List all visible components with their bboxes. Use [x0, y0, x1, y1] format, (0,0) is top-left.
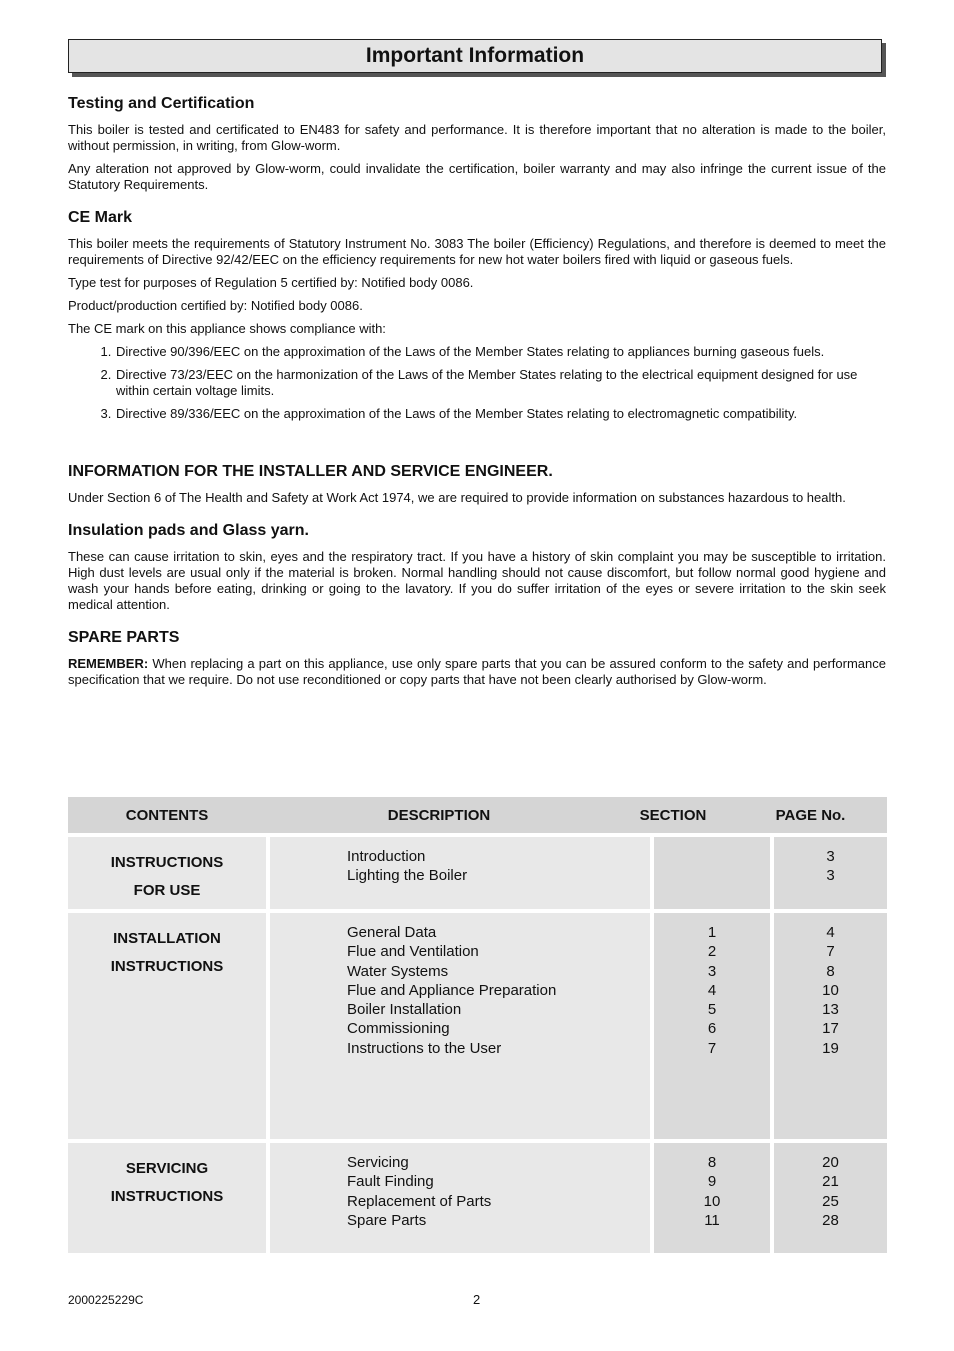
section-number: 7 — [707, 1039, 717, 1057]
directive-item: 1. Directive 90/396/EEC on the approximation of the Laws of the Member States relating to appliances burning gaseous fuels. — [115, 344, 886, 360]
ce-mark-paragraph-2: Type test for purposes of Regulation 5 certified by: Notified body 0086. — [68, 275, 474, 290]
header-contents: CONTENTS — [125, 806, 209, 824]
section-number: 9 — [707, 1173, 717, 1191]
directive-item: 2. Directive 73/23/EEC on the harmonization of the Laws of the Member States relating to the electrical equipment designed for use within certain voltage limits. — [115, 367, 886, 399]
category-line: INSTRUCTIONS — [110, 854, 224, 871]
page-number: 25 — [822, 1192, 839, 1210]
description-cell — [270, 913, 650, 1139]
table-row — [68, 913, 887, 1139]
section-number: 3 — [707, 962, 717, 980]
description-item: Servicing — [347, 1154, 409, 1171]
page-number: 28 — [822, 1211, 839, 1229]
page-number: 7 — [826, 943, 835, 961]
installer-info-paragraph: Under Section 6 of The Health and Safety at Work Act 1974, we are required to provide information on substances hazardous to health. — [68, 490, 846, 505]
page-number: 17 — [822, 1020, 839, 1038]
page-number: 13 — [822, 1001, 839, 1019]
category-line: INSTALLATION — [113, 930, 221, 947]
header-section: SECTION — [639, 806, 707, 824]
page-number: 20 — [822, 1154, 839, 1171]
section-cell — [654, 837, 770, 909]
installer-info-heading: INFORMATION FOR THE INSTALLER AND SERVICE ENGINEER. — [68, 463, 553, 480]
description-cell — [270, 1143, 650, 1253]
category-line: INSTRUCTIONS — [110, 1188, 224, 1205]
page-cell — [774, 913, 887, 1139]
section-number — [654, 866, 770, 885]
page-cell — [774, 837, 887, 909]
description-item: Commissioning — [347, 1020, 450, 1038]
table-row — [68, 837, 887, 909]
ce-mark-paragraph-1: This boiler meets the requirements of Statutory Instrument No. 3083 The boiler (Efficiency) Regulations, and therefore is deemed to meet the requirements of Directive 92/42/EEC on the efficiency requirements for new hot water boilers fired with liquid or gaseous fuels. — [68, 236, 886, 267]
ce-mark-paragraph-3: Product/production certified by: Notified body 0086. — [68, 298, 363, 313]
spare-parts-heading: SPARE PARTS — [68, 629, 180, 646]
description-item: General Data — [347, 924, 437, 941]
page-number-footer: 2 — [473, 1292, 481, 1307]
testing-paragraph-2: Any alteration not approved by Glow-worm, could invalidate the certification, boiler warranty and may also infringe the current issue of the Statutory Requirements. — [68, 161, 886, 192]
description-item: Spare Parts — [347, 1211, 427, 1229]
header-description: DESCRIPTION — [387, 806, 491, 824]
description-item: Replacement of Parts — [347, 1192, 492, 1210]
page-number: 10 — [822, 981, 839, 999]
category-line: SERVICING — [125, 1160, 209, 1177]
category-line: FOR USE — [133, 882, 201, 899]
testing-paragraph-1: This boiler is tested and certificated to EN483 for safety and performance. It is therefore important that no alteration is made to the boiler, without permission, in writing, from Glow-worm. — [68, 122, 886, 153]
description-item: Flue and Appliance Preparation — [347, 981, 557, 999]
section-number: 1 — [707, 924, 717, 941]
category-line: INSTRUCTIONS — [110, 958, 224, 975]
section-cell — [654, 1143, 770, 1253]
section-number: 4 — [707, 981, 717, 999]
insulation-heading: Insulation pads and Glass yarn. — [68, 522, 309, 539]
category-cell — [68, 837, 266, 909]
ce-mark-heading: CE Mark — [68, 209, 133, 226]
description-item: Lighting the Boiler — [347, 867, 468, 885]
spare-parts-paragraph — [68, 656, 886, 688]
contents-table — [68, 797, 887, 1253]
section-number — [654, 847, 770, 866]
description-item: Instructions to the User — [347, 1039, 502, 1057]
section-number: 10 — [703, 1192, 721, 1210]
description-item: Introduction — [347, 848, 426, 865]
page-cell — [774, 1143, 887, 1253]
description-item: Fault Finding — [347, 1173, 434, 1191]
page-number: 4 — [826, 924, 835, 941]
section-number: 8 — [707, 1154, 717, 1171]
category-cell — [68, 1143, 266, 1253]
spare-parts-text: When replacing a part on this appliance, use only spare parts that you can be assured conform to the safety and performance specification that we require. Do not use reconditioned or copy parts that have not been clearly authorised by Glow-worm. — [68, 656, 886, 687]
section-number: 6 — [707, 1020, 717, 1038]
directive-item: 3. Directive 89/336/EEC on the approximation of the Laws of the Member States relating to electromagnetic compatibility. — [115, 406, 886, 422]
page-number: 3 — [826, 848, 835, 865]
description-item: Boiler Installation — [347, 1001, 462, 1019]
category-cell — [68, 913, 266, 1139]
table-row — [68, 1143, 887, 1253]
section-number: 11 — [704, 1211, 720, 1229]
section-cell — [654, 913, 770, 1139]
description-item: Flue and Ventilation — [347, 943, 479, 961]
page-number: 3 — [826, 867, 835, 885]
page-number: 21 — [822, 1173, 839, 1191]
section-number: 5 — [707, 1001, 717, 1019]
page-title: Important Information — [365, 44, 585, 67]
remember-label: REMEMBER: — [68, 656, 149, 671]
description-cell — [270, 837, 650, 909]
ce-mark-paragraph-4: The CE mark on this appliance shows compliance with: — [68, 321, 386, 336]
section-number: 2 — [707, 943, 717, 961]
description-item: Water Systems — [347, 962, 449, 980]
document-code: 2000225229C — [68, 1293, 144, 1307]
insulation-paragraph: These can cause irritation to skin, eyes and the respiratory tract. If you have a history of skin complaint you may be susceptible to irritation. High dust levels are usual only if the material is broken. Normal handling should not cause discomfort, but follow normal good hygiene and wash your hands before eating, drinking or going to the lavatory. If you do suffer irritation of the eyes or severe irritation to the skin seek medical attention. — [68, 549, 886, 612]
testing-heading: Testing and Certification — [68, 95, 255, 112]
directives-list — [68, 344, 886, 422]
title-banner — [68, 39, 882, 73]
contents-table-header — [68, 797, 887, 833]
page-number: 19 — [822, 1039, 839, 1057]
page-number: 8 — [826, 962, 835, 980]
main-content — [68, 94, 886, 695]
header-page: PAGE No. — [775, 806, 846, 824]
